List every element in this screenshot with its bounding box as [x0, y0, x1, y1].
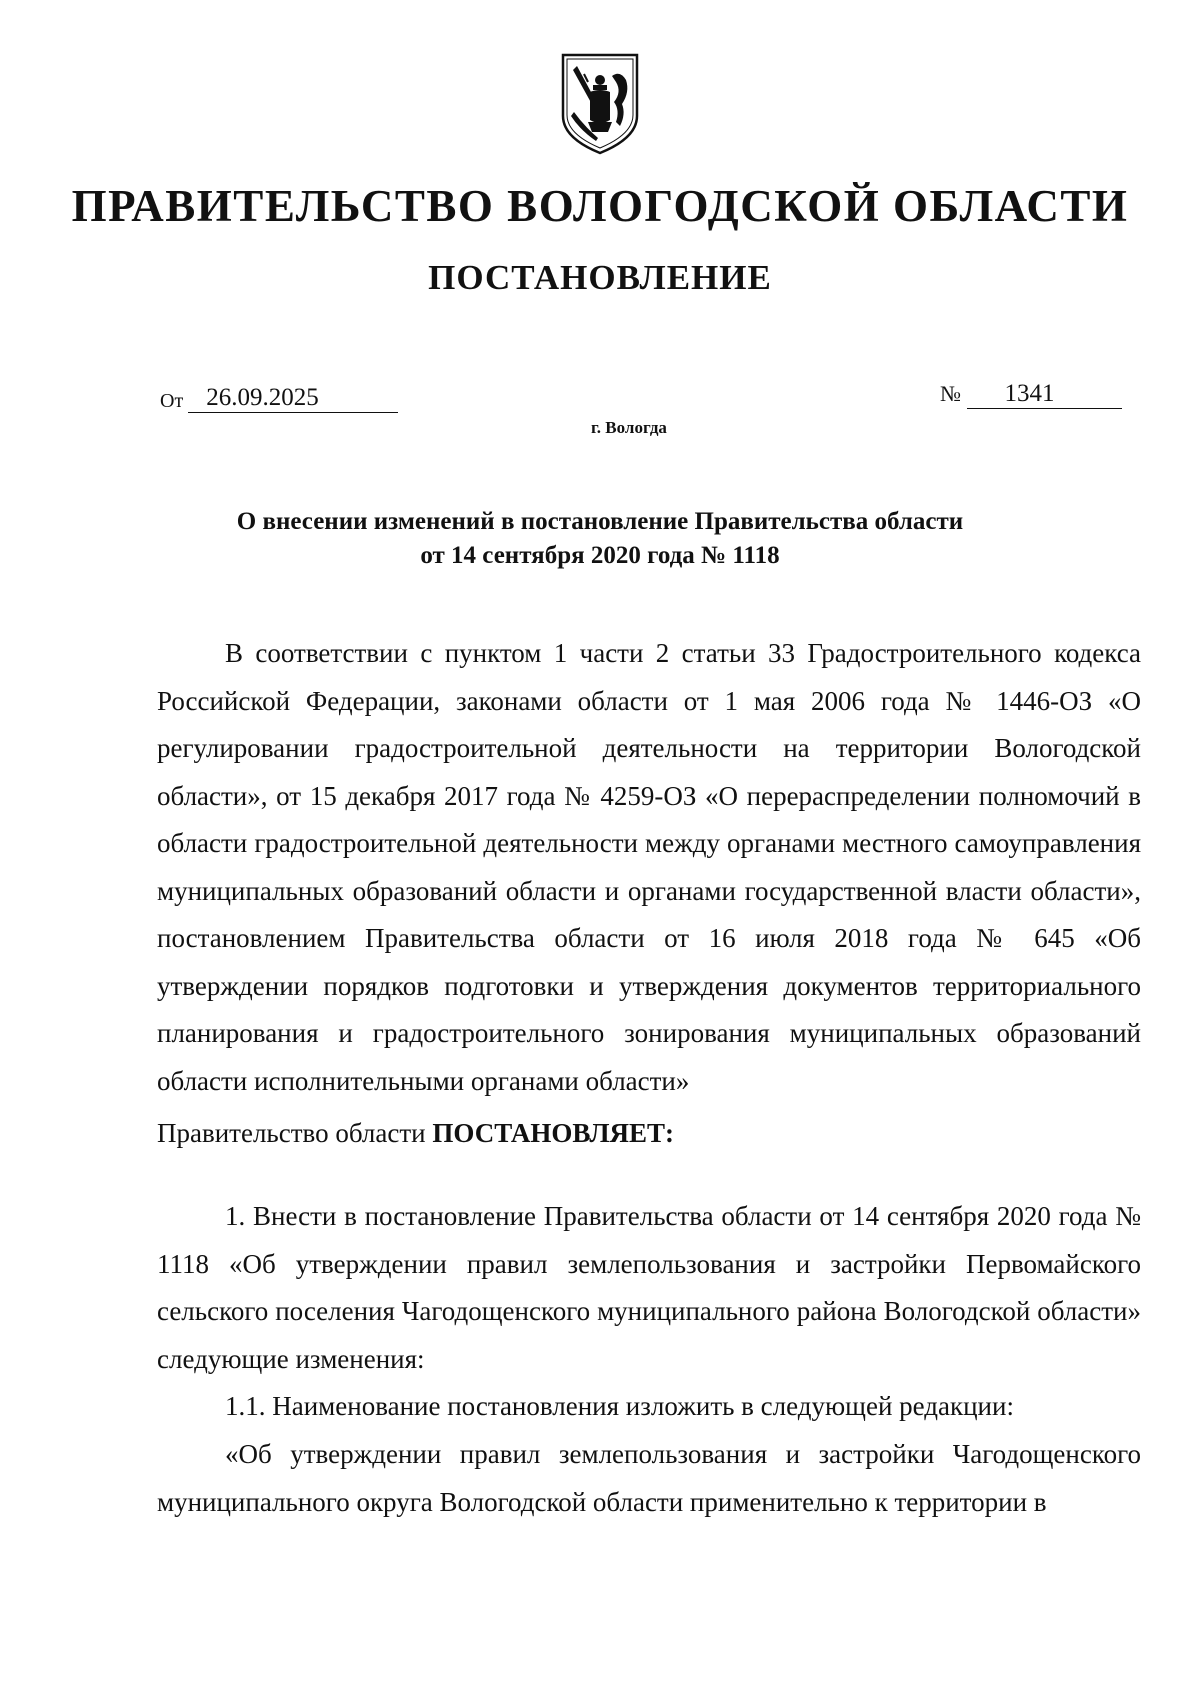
- number-field: [940, 380, 1122, 409]
- subject-line-1: О внесении изменений в постановление Правительства области: [236, 508, 964, 535]
- item-1-1-text-paragraph: «Об утверждении правил землепользования и застройки Чагодощенского муниципального округа Вологодской области применительно к территории в: [157, 1439, 1141, 1517]
- document-subject: [150, 505, 1050, 573]
- item-1-paragraph: 1. Внести в постановление Правительства области от 14 сентября 2020 года № 1118 «Об утверждении правил землепользования и застройки Первомайского сельского поселения Чагодощенского муниципального района Вологодской области» следующие изменения:: [157, 1201, 1141, 1374]
- document-type: ПОСТАНОВЛЕНИЕ: [428, 258, 772, 297]
- city-name: г. Вологда: [591, 418, 667, 437]
- number-prefix: №: [940, 381, 961, 406]
- date-field: [160, 384, 398, 413]
- subject-line-2: от 14 сентября 2020 года № 1118: [420, 542, 780, 569]
- decree-prefix: Правительство области: [157, 1118, 426, 1148]
- coat-of-arms-emblem: [600, 52, 640, 156]
- decree-line: [157, 1118, 674, 1149]
- item-1-1-paragraph: 1.1. Наименование постановления изложить в следующей редакции:: [225, 1391, 1014, 1421]
- government-title: ПРАВИТЕЛЬСТВО ВОЛОГОДСКОЙ ОБЛАСТИ: [71, 181, 1129, 231]
- vologda-coat-of-arms-icon: [560, 52, 640, 156]
- decree-word: ПОСТАНОВЛЯЕТ:: [432, 1118, 674, 1148]
- document-date: 26.09.2025: [188, 384, 398, 413]
- document-number: 1341: [967, 380, 1122, 409]
- date-prefix: От: [160, 390, 184, 412]
- preamble-paragraph: В соответствии с пунктом 1 части 2 статьи 33 Градостроительного кодекса Российской Федерации, законами области от 1 мая 2006 года № 1446-ОЗ «О регулировании градостроительной деятельности на территории Вологодской области», от 15 декабря 2017 года № 4259-ОЗ «О перераспределении полномочий в области градостроительной деятельности между органами местного самоуправления муниципальных образований области и органами государственной власти области», постановлением Правительства области от 16 июля 2018 года № 645 «Об утверждении порядков подготовки и утверждения документов территориального планирования и градостроительного зонирования муниципальных образований области исполнительными органами области»: [157, 638, 1141, 1096]
